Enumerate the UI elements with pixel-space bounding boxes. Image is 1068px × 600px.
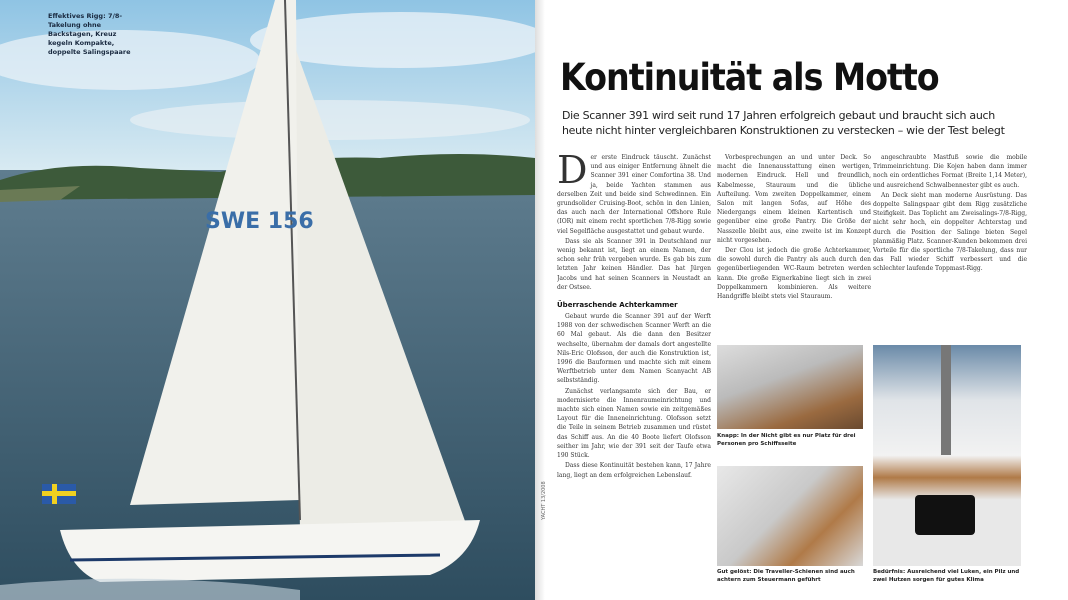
traveller-photo (717, 466, 863, 566)
column-3 (873, 153, 1027, 341)
paragraph: An Deck sieht man moderne Ausrüstung. Das doppelte Salingspaar gibt dem Rigg zusätzliche Steifigkeit. Das Toplicht am Zweisalings-7/8-Rigg, nicht sehr hoch, ein doppelter Achterstag und durch die Position der Salinge bieten Segel planmäßig Platz. Scanner-Kunden bekommen drei Vorteile für die sportliche 7/8-Takelung, dass nur das Fall wieder Schiff verbessert und die schlechter laufende Toppmast-Rigg. (873, 191, 1027, 273)
headline: Kontinuität als Motto (560, 56, 939, 99)
paragraph: Gebaut wurde die Scanner 391 auf der Werft 1988 von der schwedischen Scanner Werft an die 60 Mal gebaut. Als die dann den Besitzer wechselte, übernahm der damals dort angestellte Nils-Eric Olofsson, der auch die Konstruktion ist, 1996 die Bauformen und machte sich mit einem Werftbetrieb unter dem Namen Scanyacht AB selbstständig. (557, 313, 711, 385)
cockpit-photo (717, 345, 863, 429)
subtitle: Die Scanner 391 wird seit rund 17 Jahren erfolgreich gebaut und braucht sich auch heute nicht hinter vergleichbaren Konstruktionen zu verstecken – wie der Test belegt (562, 109, 1005, 137)
column-1 (557, 153, 711, 600)
photo-caption: Effektives Rigg: 7/8-Takelung ohne Backstagen, Kreuz kegeln Kompakte, doppelte Salingspaare (48, 12, 131, 56)
folio: YACHT 13/2008 (541, 481, 547, 520)
drop-cap: D (557, 153, 588, 192)
column-2 (717, 153, 871, 341)
paragraph: Dass sie als Scanner 391 in Deutschland nur wenig bekannt ist, liegt an einem Namen, der schon sehr früh vergeben wurde. Es gab bis zum letzten Jahr keinen Händler. Das hat Jürgen Jacobs und hat seinen Scanners in Neustadt an der Ostsee. (557, 237, 711, 291)
paragraph: Der Clou ist jedoch die große Achterkammer, die sowohl durch die Pantry als auch durch den gegenüberliegenden WC-Raum betreten werden kann. Die große Eignerkabine liegt sich in zwei Doppelkammern kombinieren. Als weitere Handgriffe bleibt stets viel Stauraum. (717, 247, 871, 301)
paragraph: Dass diese Kontinuität bestehen kann, 17 Jahre lang, liegt an dem erfolgreichen Lebenslauf. (557, 462, 711, 479)
deck-photo (873, 345, 1021, 566)
photo-caption: Bedürfnis: Ausreichend viel Luken, ein Pilz und zwei Hutzen sorgen für gutes Klima (873, 569, 1020, 583)
paragraph: Vorbesprechungen an und unter Deck. So macht die Innenausstattung einen wertigen, modernen Eindruck. Hell und freundlich, Kabelmesse, Stauraum und die übliche Aufteilung. Vom zweiten Doppelkammer, einem Salon mit langen Sofas, auf Höhe des Niedergangs einem kleinen Kartentisch und gegenüber eine große Pantry. Die Größe der Nasszelle bleibt aus, eine zweite ist im Konzept nicht vorgesehen. (717, 154, 871, 244)
paragraph: Zunächst verlangsamte sich der Bau, er modernisierte die Innenraumeinrichtung und machte sich einen Namen sowie ein zeitgemäßes Layout für die Inneneinrichtung. Olofsson setzt die Teile in seinem Betrieb zusammen und rüstet das Schiff aus. An die 40 Boote liefert Olofsson seither im Jahr, wie der 391 seit der Taufe etwa 190 Stück. (557, 387, 711, 460)
photo-caption: Gut gelöst: Die Traveller-Schienen sind auch achtern zum Steuermann geführt (717, 569, 855, 583)
sail-number-text: SWE 156 (205, 209, 314, 234)
paragraph: er erste Eindruck täuscht. Zunächst und aus einiger Entfernung ähnelt die Scanner 391 einer Comfortina 38. Und ja, beide Yachten stammen aus derselben Zeit und beide sind Schwedinnen. Ein grundsolider Cruising-Boot, schön in den Linien, das auch nach der International Offshore Rule (IOR) mit einem recht sportlichen 7/8-Rigg sowie viel Segelfläche ausgestattet und gebaut wurde. (557, 154, 711, 235)
paragraph: angeschraubte Mastfuß sowie die mobile Trimmeinrichtung. Die Kojen haben dann immer noch ein ordentliches Format (Breite 1,14 Meter), und ausreichend Schwalbennester gibt es auch. (873, 154, 1027, 189)
photo-caption: Knapp: In der Nicht gibt es nur Platz für drei Personen pro Schiffsseite (717, 433, 856, 447)
section-heading: Überraschende Achterkammer (557, 301, 678, 310)
